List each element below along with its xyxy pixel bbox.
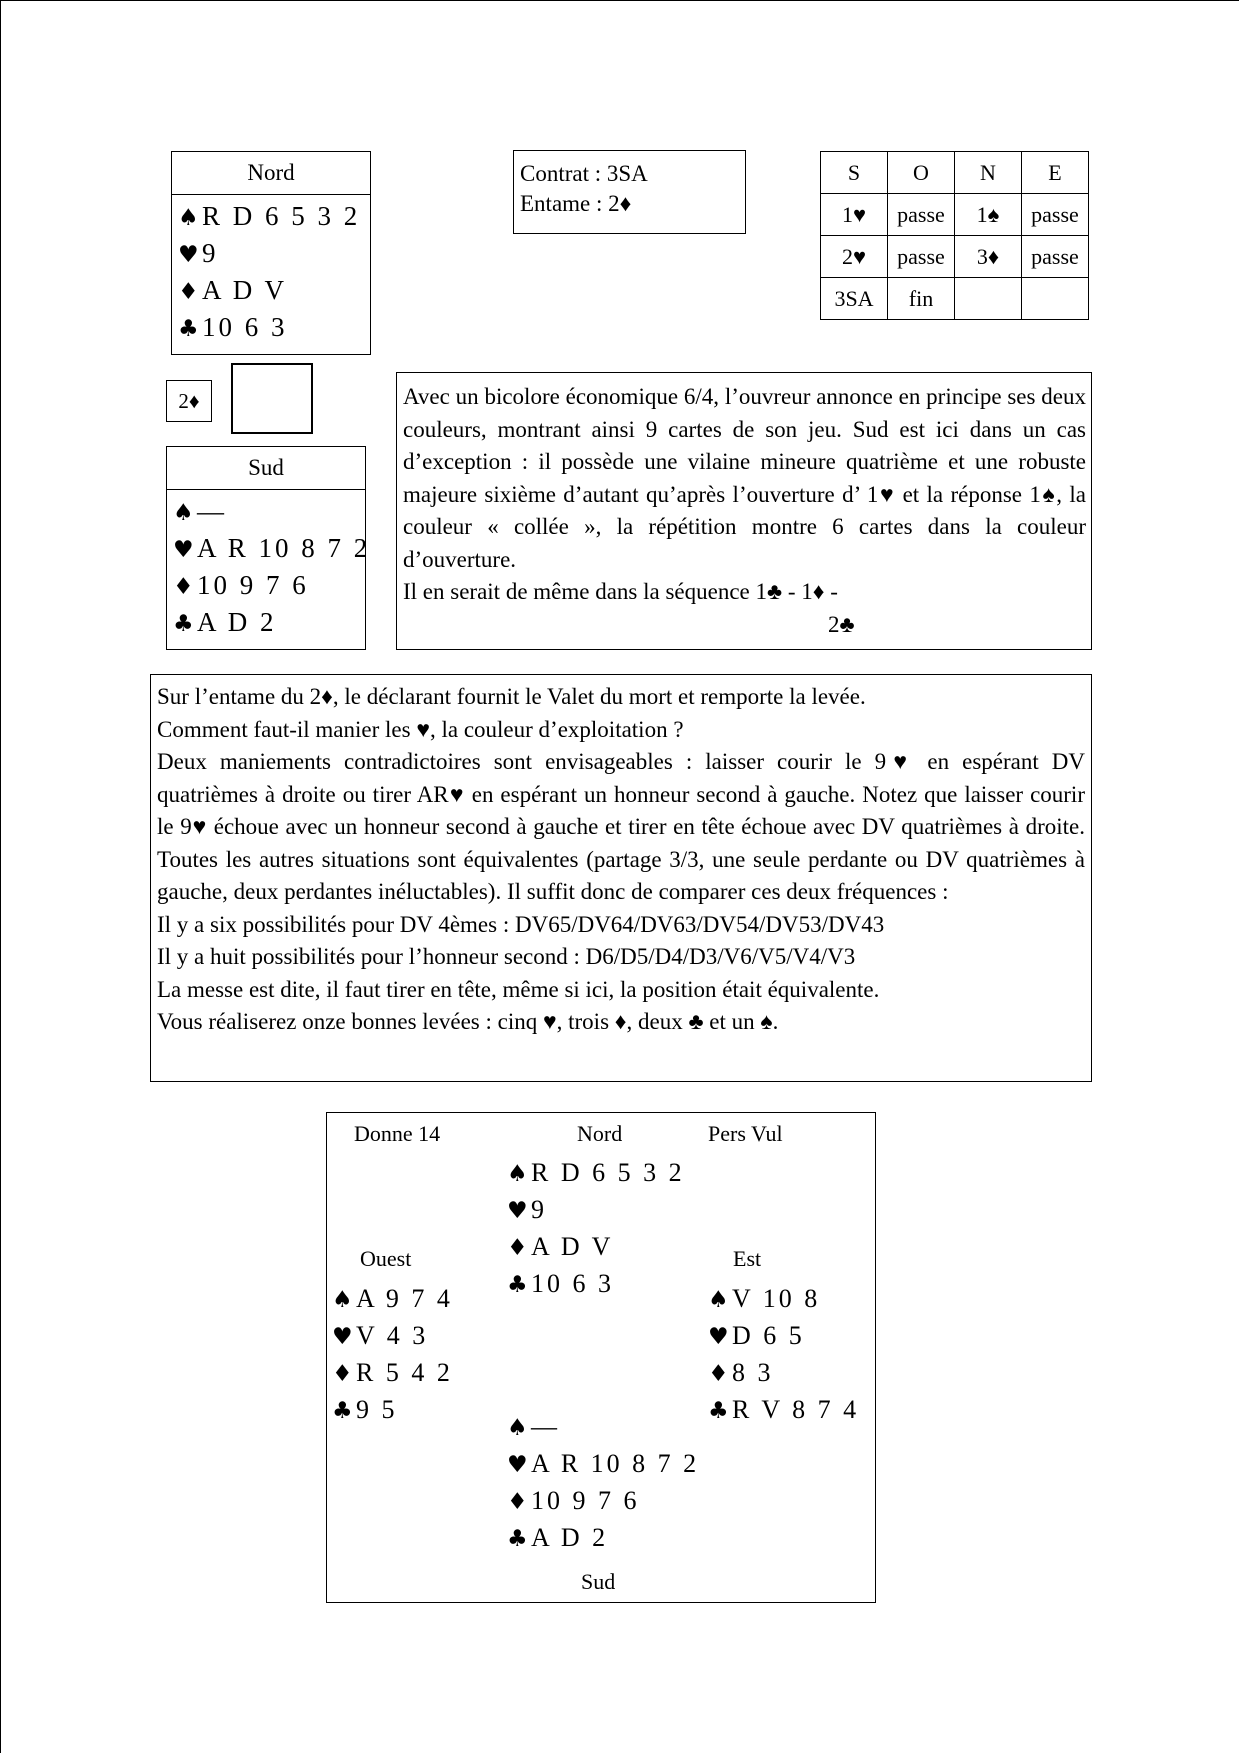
- deal-north-hand: [507, 1155, 685, 1303]
- bid-cell: passe: [1022, 194, 1089, 236]
- lead-line: Entame : 2♦: [520, 191, 632, 216]
- contract-box: [513, 150, 746, 234]
- north-hearts: ♥ 9: [178, 236, 370, 273]
- north-hand-box: [171, 151, 371, 355]
- south-diamonds: ♦ 10 9 7 6: [507, 1483, 699, 1520]
- vulnerability-label: Pers Vul: [708, 1121, 783, 1146]
- spade-icon: ♠: [332, 1287, 353, 1313]
- deal-west-label: Ouest: [360, 1246, 412, 1271]
- explanation-sequence: Il en serait de même dans la séquence 1♣ - 1♦ -: [403, 579, 838, 604]
- analysis-box: [150, 674, 1092, 1082]
- west-clubs: ♣ 9 5: [332, 1392, 453, 1429]
- deal-east-label: Est: [733, 1246, 762, 1271]
- deal-diagram: [326, 1112, 876, 1603]
- south-clubs: ♣ A D 2: [173, 605, 365, 642]
- west-diamonds: ♦ R 5 4 2: [332, 1355, 453, 1392]
- spade-icon: ♠: [507, 1415, 528, 1441]
- explanation-box: [396, 372, 1092, 650]
- south-spades: ♠ —: [507, 1409, 699, 1446]
- bidding-header-east: E: [1022, 152, 1089, 194]
- bidding-table: [820, 151, 1089, 320]
- north-diamonds: ♦ A D V: [178, 273, 370, 310]
- club-icon: ♣: [173, 611, 194, 637]
- deal-north-label: Nord: [577, 1121, 623, 1146]
- club-icon: ♣: [507, 1272, 528, 1298]
- spade-icon: ♠: [507, 1161, 528, 1187]
- diamond-icon: ♦: [507, 1489, 528, 1515]
- bid-cell: fin: [888, 278, 955, 320]
- trick-square: [231, 363, 313, 434]
- club-icon: ♣: [708, 1398, 729, 1424]
- bid-cell: passe: [888, 194, 955, 236]
- deal-east-hand: [708, 1281, 859, 1429]
- board-number: Donne 14: [354, 1121, 441, 1146]
- bidding-row: [821, 194, 1089, 236]
- south-hand-box: [166, 446, 371, 650]
- analysis-line: Comment faut-il manier les ♥, la couleur d’exploitation ?: [157, 716, 684, 742]
- south-hand-title: Sud: [167, 447, 365, 490]
- east-hearts: ♥ D 6 5: [708, 1318, 859, 1355]
- heart-icon: ♥: [173, 537, 194, 563]
- heart-icon: ♥: [708, 1324, 729, 1350]
- heart-icon: ♥: [178, 242, 199, 268]
- bidding-row: [821, 278, 1089, 320]
- spade-icon: ♠: [178, 205, 199, 231]
- diamond-icon: ♦: [507, 1235, 528, 1261]
- north-clubs: ♣ 10 6 3: [507, 1266, 685, 1303]
- north-clubs: ♣ 10 6 3: [178, 310, 370, 347]
- bidding-header-north: N: [955, 152, 1022, 194]
- bid-cell: [955, 278, 1022, 320]
- analysis-line: Deux maniements contradictoires sont envisageables : laisser courir le 9♥ en espérant DV quatrièmes à droite ou tirer AR♥ en espérant un honneur second à gauche. Notez que laisser courir le 9♥ échoue avec un honneur second à gauche et tirer en tête échoue avec DV quatrièmes à droite. Toutes les autres situations sont équivalentes (partage 3/3, une seule perdante ou DV quatrièmes à gauche, deux perdantes inéluctables). Il suffit donc de comparer ces deux fréquences :: [157, 749, 1085, 904]
- analysis-line: La messe est dite, il faut tirer en tête, même si ici, la position était équivalente.: [157, 976, 880, 1002]
- deal-west-hand: [332, 1281, 453, 1429]
- lead-card: 2♦: [166, 380, 212, 422]
- club-icon: ♣: [178, 316, 199, 342]
- south-spades: ♠ —: [173, 494, 365, 531]
- bid-cell: 3SA: [821, 278, 888, 320]
- north-spades: ♠ R D 6 5 3 2: [178, 199, 370, 236]
- heart-icon: ♥: [507, 1198, 528, 1224]
- explanation-paragraph: Avec un bicolore économique 6/4, l’ouvreur annonce en principe ses deux couleurs, montrant ainsi 9 cartes de son jeu. Sud est ici dans un cas d’exception : il possède une vilaine mineure quatrième et une robuste majeure sixième d’autant qu’après l’ouverture d’ 1♥ et la réponse 1♠, la couleur « collée », la répétition montre 6 cartes dans la couleur d’ouverture.: [403, 384, 1086, 572]
- club-icon: ♣: [507, 1526, 528, 1552]
- bidding-row: [821, 236, 1089, 278]
- bid-cell: passe: [1022, 236, 1089, 278]
- spade-icon: ♠: [708, 1287, 729, 1313]
- bidding-header-west: O: [888, 152, 955, 194]
- north-diamonds: ♦ A D V: [507, 1229, 685, 1266]
- heart-icon: ♥: [507, 1452, 528, 1478]
- south-clubs: ♣ A D 2: [507, 1520, 699, 1557]
- north-hand-title: Nord: [172, 152, 370, 195]
- explanation-sequence-continuation: 2♣: [828, 611, 855, 637]
- south-diamonds: ♦ 10 9 7 6: [173, 568, 365, 605]
- bidding-header-row: [821, 152, 1089, 194]
- bid-cell: passe: [888, 236, 955, 278]
- bid-cell: 3♦: [955, 236, 1022, 278]
- bid-cell: 1♥: [821, 194, 888, 236]
- bid-cell: 1♠: [955, 194, 1022, 236]
- heart-icon: ♥: [332, 1324, 353, 1350]
- south-hearts: ♥ A R 10 8 7 2: [507, 1446, 699, 1483]
- spade-icon: ♠: [173, 500, 194, 526]
- east-diamonds: ♦ 8 3: [708, 1355, 859, 1392]
- club-icon: ♣: [332, 1398, 353, 1424]
- bid-cell: [1022, 278, 1089, 320]
- bidding-header-south: S: [821, 152, 888, 194]
- north-hearts: ♥ 9: [507, 1192, 685, 1229]
- deal-south-hand: [507, 1409, 699, 1557]
- diamond-icon: ♦: [173, 574, 194, 600]
- analysis-line: Vous réaliserez onze bonnes levées : cinq ♥, trois ♦, deux ♣ et un ♠.: [157, 1009, 779, 1034]
- contract-line: Contrat : 3SA: [520, 161, 648, 186]
- analysis-line: Sur l’entame du 2♦, le déclarant fournit le Valet du mort et remporte la levée.: [157, 684, 866, 709]
- west-spades: ♠ A 9 7 4: [332, 1281, 453, 1318]
- bid-cell: 2♥: [821, 236, 888, 278]
- south-hearts: ♥ A R 10 8 7 2: [173, 531, 365, 568]
- diamond-icon: ♦: [332, 1361, 353, 1387]
- analysis-line: Il y a huit possibilités pour l’honneur second : D6/D5/D4/D3/V6/V5/V4/V3: [157, 944, 856, 969]
- east-clubs: ♣ R V 8 7 4: [708, 1392, 859, 1429]
- west-hearts: ♥ V 4 3: [332, 1318, 453, 1355]
- east-spades: ♠ V 10 8: [708, 1281, 859, 1318]
- north-spades: ♠ R D 6 5 3 2: [507, 1155, 685, 1192]
- analysis-line: Il y a six possibilités pour DV 4èmes : DV65/DV64/DV63/DV54/DV53/DV43: [157, 911, 885, 937]
- deal-south-label: Sud: [581, 1569, 616, 1594]
- diamond-icon: ♦: [178, 279, 199, 305]
- diamond-icon: ♦: [708, 1361, 729, 1387]
